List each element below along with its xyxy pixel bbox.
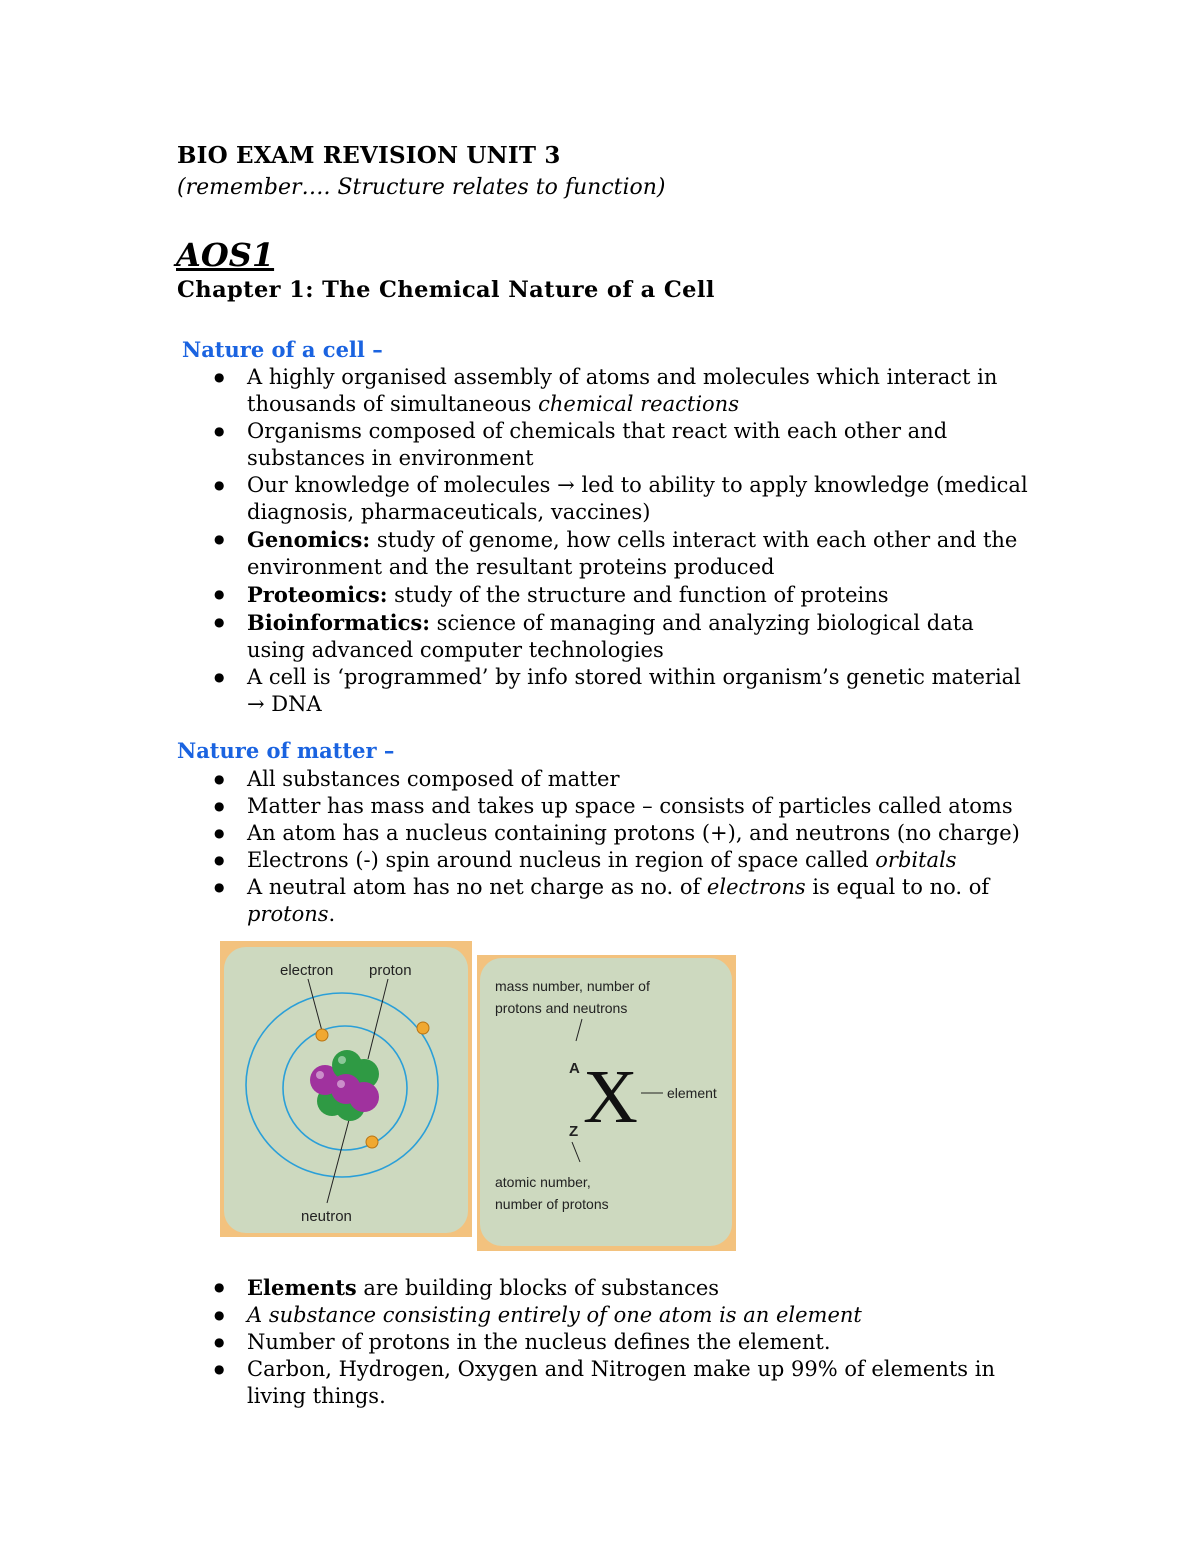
proton-ball (331, 1074, 361, 1104)
atomic-number-label-2: number of protons (495, 1196, 609, 1212)
list-item: ● An atom has a nucleus containing protons (+), and neutrons (no charge) (177, 820, 1037, 847)
mass-number-label: mass number, number of (495, 978, 650, 994)
mass-number-label-2: protons and neutrons (495, 1000, 628, 1016)
document-title: BIO EXAM REVISION UNIT 3 (177, 142, 561, 169)
highlight (337, 1080, 345, 1088)
list-item: ● Genomics: study of genome, how cells interact with each other and the environment and the resultant proteins produced (177, 526, 1037, 581)
element-label: element (667, 1085, 717, 1101)
aos-heading: AOS1 (176, 236, 275, 274)
list-item: ● Carbon, Hydrogen, Oxygen and Nitrogen make up 99% of elements in living things. (177, 1356, 1037, 1410)
arrow-right-icon: → (247, 692, 265, 716)
document-subtitle: (remember…. Structure relates to function) (177, 175, 666, 200)
elements-bullet-list (177, 1274, 1037, 1410)
matter-bullet-list (177, 766, 1037, 928)
cell-bullet-list (177, 364, 1037, 718)
list-item: ● Our knowledge of molecules → led to ability to apply knowledge (medical diagnosis, pharmaceuticals, vaccines) (177, 472, 1037, 526)
mass-number-symbol: A (569, 1060, 580, 1077)
list-item: ● A cell is ‘programmed’ by info stored within organism’s genetic material → DNA (177, 664, 1037, 718)
electron-label: electron (280, 962, 334, 979)
atomic-number-symbol: Z (569, 1123, 579, 1140)
list-item: ● Electrons (-) spin around nucleus in region of space called orbitals (177, 847, 1037, 874)
atomic-number-label: atomic number, (495, 1174, 591, 1190)
list-item: ● A highly organised assembly of atoms and molecules which interact in thousands of simultaneous chemical reactions (177, 364, 1037, 418)
highlight (316, 1071, 324, 1079)
highlight (338, 1056, 346, 1064)
chapter-heading: Chapter 1: The Chemical Nature of a Cell (177, 277, 715, 303)
arrow-right-icon: → (557, 473, 575, 497)
electron-dot (366, 1136, 378, 1148)
electron-dot (417, 1022, 429, 1034)
list-item: ● Proteomics: study of the structure and function of proteins (177, 581, 1037, 609)
list-item: ● A substance consisting entirely of one atom is an element (177, 1302, 1037, 1329)
list-item: ● Bioinformatics: science of managing and analyzing biological data using advanced computer technologies (177, 609, 1037, 664)
section-heading-cell: Nature of a cell – (182, 337, 383, 362)
list-item: ● A neutral atom has no net charge as no. of electrons is equal to no. of protons. (177, 874, 1037, 928)
atom-diagram (220, 941, 472, 1237)
neutron-label: neutron (301, 1208, 352, 1225)
list-item: ● Organisms composed of chemicals that react with each other and substances in environment (177, 418, 1037, 472)
element-symbol: X (583, 1055, 638, 1139)
list-item: ● All substances composed of matter (177, 766, 1037, 793)
electron-dot (316, 1029, 328, 1041)
atomic-notation-diagram (477, 955, 736, 1251)
section-heading-matter: Nature of matter – (177, 738, 395, 763)
list-item: ● Elements are building blocks of substances (177, 1274, 1037, 1302)
list-item: ● Number of protons in the nucleus defines the element. (177, 1329, 1037, 1356)
proton-label: proton (369, 962, 412, 979)
list-item: ● Matter has mass and takes up space – consists of particles called atoms (177, 793, 1037, 820)
